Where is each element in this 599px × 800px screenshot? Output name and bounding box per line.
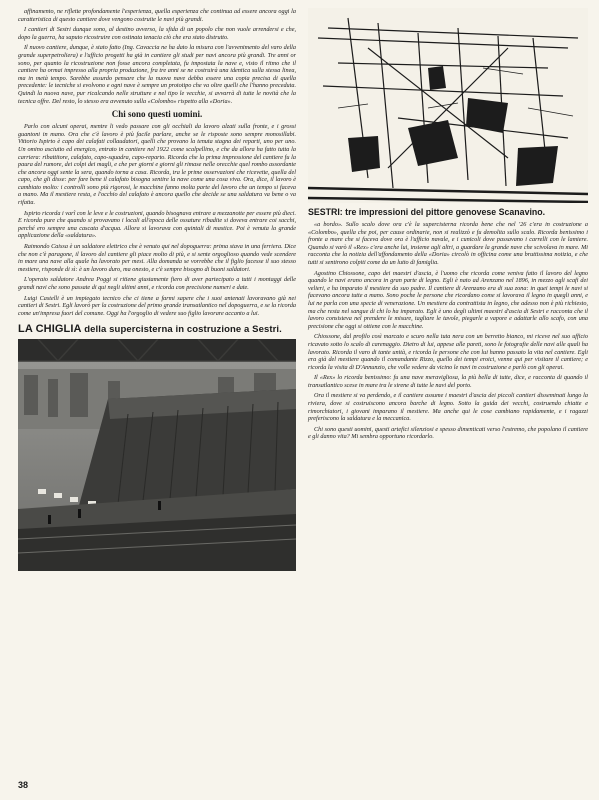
left-top-text	[18, 8, 296, 105]
left-mid-text	[18, 123, 296, 317]
section-subheading: Chi sono questi uomini.	[111, 109, 203, 120]
photo-caption-prefix: LA CHIGLIA	[18, 323, 82, 336]
keel-photo	[18, 339, 296, 571]
paragraph: Agostino Chiossone, capo dei maestri d'ascia, è l'uomo che ricorda come veniva fatto il lavoro del legno quando le navi erano ancora in gran parte di legno. Egli è nato ad Arenzano nel 1896, in mezzo agli scafi dei velieri, e ha imparato il mestiere da suo padre. Il cantiere di Arenzano era di sua zona: in quei tempi le navi si facevano ancora tutte a mano. Sono poche le persone che ricordano come si lavorava il legno in quegli anni, e lui ne parla con una specie di venerazione. Un mestiere da contrattista in legno, che adesso non è più richiesto, ma che resta nel sangue di chi lo ha imparato. Egli è uno degli ultimi maestri d'ascia di Sestri e racconta che il lavoro consisteva nel prendere le misure, tagliare le tavole, piegarle a vapore e adattarle allo scafo, con una precisione che oggi si ottiene con le macchine.	[308, 269, 588, 330]
paragraph: L'operaio saldatore Andrea Poggi si ritiene giustamente fiero di aver partecipato a tutti i montaggi delle grandi navi che sono passate di qui negli ultimi anni, e ricorda con precisione numeri e date.	[18, 276, 296, 291]
paragraph: I cantieri di Sestri dunque sono, al destino avverso, la sfida di un popolo che non vuole arrendersi e che, dopo la guerra, ha saputo ricostruire con ostinata tenacia ciò che era stato distrutto.	[18, 26, 296, 41]
paragraph: Il nuovo cantiere, dunque, è stato fatto (Ing. Cavaccia ne ha dato la misura con l'avvenimento del varo della grande superpetroliera) e l'ufficio progetti ha già in cantiere gli studi per navi ancora più grandi. Tre anni or sono, per quanto la ricostruzione non fosse ancora completata, fu impostata la nave e, visto il ritmo che il cantiere ha ormai impresso alla propria produzione, fra tre anni se ne costruirà una identica sulla stessa linea, ma in metà tempo. Sarebbe assurdo pensare che la nuova nave debba essere una copia precisa di quella precedente: le tecniche si evolvono e ogni nave è sempre un prototipo che va oltre quelli che l'hanno preceduta. Quindi la nuova nave, pur ricalcando nelle strutture e nel tipo le vecchie, si avvarrà di tutte le novità che la tecnica offre. Del resto, lo stesso era avvenuto sulla «Colombo» rispetto alla «Doria».	[18, 44, 296, 105]
paragraph: Ora il mestiere si va perdendo, e il cantiere assume i maestri d'ascia dei piccoli cantieri disseminati lungo la riviera, dove si costruiscono ancora barche di legno. Sotto la guida dei vecchi, costruendo chiatte e rimorchiatori, i giovani imparano il mestiere. Ma anche qui le cose cambiano rapidamente, e i ragazzi preferiscono la saldatura e la meccanica.	[308, 392, 588, 423]
left-column	[18, 8, 296, 571]
paragraph: Chiossone, dal profilo così marcato e scuro nella tuta nera con un berretto bianco, mi riceve nel suo ufficio ricavato sotto lo scalo di carenaggio. Dietro di lui, appese alle pareti, sono le fotografie delle navi alle quali ha lavorato. Ricorda il varo di tante unità, e ricorda le persone che con lui hanno passato la vita nel cantiere. Egli era già del mestiere quando il comandante Rizzo, quello dei tempi eroici, venne qui per visitare il cantiere; e ricorda la visita di D'Annunzio, che volle vedere da vicino le navi in costruzione e parlò con gli operai.	[308, 333, 588, 371]
paragraph: affinamento, ne riflette profondamente l'esperienza, quella esperienza che continua ad essere ancora oggi la caratteristica di questo cantiere dove vengono costruite le navi più grandi.	[18, 8, 296, 23]
photo-caption	[18, 323, 296, 335]
page-number: 38	[18, 780, 29, 790]
scanavino-illustration	[308, 8, 588, 203]
paragraph: «a bordo». Sullo scalo dove ora c'è la supercisterna ricorda bene che nel '26 c'era in costruzione a «Colombo», quella che poi, per cause ordinarie, non si realizzò e fu demolita sullo scalo. Ricorda benissimo i fronte a mare che si faceva dove ora è l'ufficio navale, e i cunicoli dove passavano i carrelli con le lamiere. Quando si varò il «Rex» c'era anche lui, insieme agli altri, a guardare la grande nave che scivolava in mare. Mi racconta che la notizia dell'affondamento della «Doria» circolò in officina come una bruttissima notizia, e che tutti si sentirono colpiti come da un lutto di famiglia.	[308, 221, 588, 266]
paragraph: Chi sono questi uomini, questi artefici silenziosi e spesso dimenticati verso l'estremo, che popolano il cantiere e gli danno vita? Mi sembra opportuno ricordarlo.	[308, 425, 588, 441]
illustration-caption: SESTRI: tre impressioni del pittore genovese Scanavino.	[308, 207, 546, 217]
paragraph: Il «Rex» lo ricorda benissimo: fu una nave meravigliosa, la più bella di tutte, dice, e racconta di quando il transatlantico scese in mare tra le sirene di tutte le navi del porto.	[308, 374, 588, 389]
right-body-text	[308, 221, 588, 441]
right-column	[308, 8, 588, 444]
paragraph: Ispirto ricorda i varî con le leve e le costruzioni, quando bisognava entrare a mezzanotte per essere più dieci. E ricorda pure che quando si provavano i locali all'epoca delle ossature ribadite si doveva entrare coi sacchi, perché ero sempre una cascata d'acqua. Allora si lavorava con quintali di mastice. Poi è venuta la grande applicazione della «saldatura».	[18, 209, 296, 240]
scanavino-drawing	[308, 8, 588, 203]
keel-photo-image	[18, 339, 296, 571]
paragraph: Parlo con alcuni operai, mentre li vedo passare con gli occhiali da lavoro alzati sulla fronte, e i grossi guantoni in mano. Ora che c'è lavoro è più facile parlare, anche se le risposte sono sempre monosillabi. Vittorio Ispirto è capo dei calafati collaudatori, quelli che provano la tenuta stagna dei reparti, uno per uno. Un omino asciutto ed energico, entrato in cantiere nel 1922 come scalpellino, e che da allora ha fatto tutta la carriera: ribattitore, calafato, capo-squadra, capo-reparto. Ricorda che la prima impressione del cantiere fu la paura del rumore, dei colpi dei magli, e che per giorni e giorni gli rimase nelle orecchie quel rombo assordante che ancora oggi sente la sera, quando torna a casa. Ricorda, tra le prime osservazioni che ricevette, quella del capo, che gli disse: per fare bene il calafato bisogna sentire la nave come una cosa viva. Ora, dice, il lavoro è cambiato molto: i controlli sono più rigorosi, le macchine fanno molta parte del lavoro che un tempo si faceva a mano. Ma il mestiere resta, e l'occhio del calafato è ancora quello che decide se una saldatura va bene o va rifatta.	[18, 123, 296, 207]
paragraph: Luigi Castelli è un impiegato tecnico che ci tiene a farmi sapere che i suoi antenati lavoravano già nei cantieri di Sestri. Egli lavorò per la costruzione del primo grande transatlantico nel dopoguerra, e se la ricorda come un'impresa fuori del comune. Oggi ha l'orgoglio di vedere suo figlio lavorare accanto a lui.	[18, 294, 297, 317]
paragraph: Raimondo Caissa è un saldatore elettrico che è venuto qui nel dopoguerra: prima stava in una ferriera. Dice che non c'è paragone, il lavoro del cantiere gli piace molto di più, e si sente orgoglioso quando vede scendere in mare una nave alla quale ha lavorato per mesi. Alla domanda se vorrebbe che il figlio facesse il suo stesso mestiere, risponde di sì: è un lavoro duro, ma onesto, e c'è sempre bisogno di buoni saldatori.	[18, 243, 296, 273]
photo-caption-rest: della supercisterna in costruzione a Sestri.	[81, 324, 282, 336]
